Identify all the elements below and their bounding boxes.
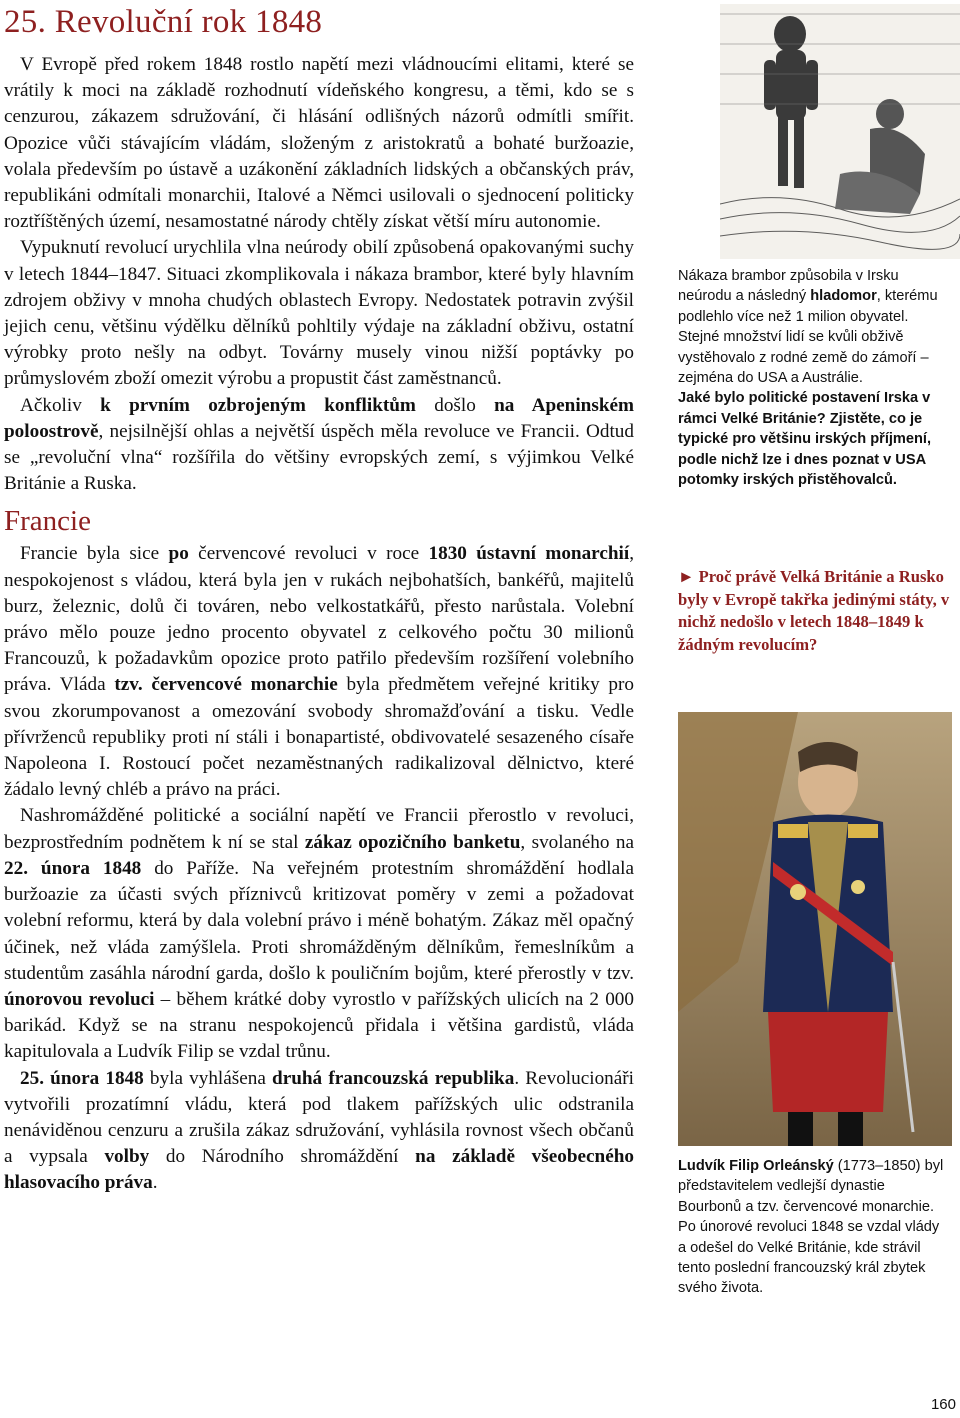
france-paragraph-1	[4, 541, 634, 803]
bold-run: na základě všeobecného hlasovacího práva	[4, 1146, 634, 1194]
text-run: (1773–1850) byl představitelem vedlejší dynastie Bourbonů a tzv. červencové monarchie.	[678, 1158, 944, 1215]
bold-run: Ludvík Filip Orleánský	[678, 1158, 834, 1174]
louis-philippe-portrait	[678, 712, 952, 1146]
bold-run: na Apeninském poloostrově	[4, 394, 634, 442]
intro-paragraph-1: V Evropě před rokem 1848 rostlo napětí mezi vládnoucími elitami, které se vrátily k moci na základě rozhodnutí vídeňského kongresu, a těmi, kdo se s cenzurou, zákazem sdružování, či hlásání odlišných názorů odmítli smířit. Opozice vůči stávajícím vládám, složeným z aristokratů a bohaté buržoazie, volala především po ústavě a uzákonění základních lidských a občanských práv, republikáni odmítali monarchii, Italové a Němci usilovali o sjednocení politicky roztříštěných území, nesamostatné národy chtěly získat větší míru autonomie.	[4, 54, 634, 233]
famine-illustration	[720, 4, 960, 259]
bold-run: zákaz opozičního banketu	[304, 831, 521, 853]
bold-run: volby	[104, 1146, 150, 1168]
portrait-caption-text	[678, 1156, 948, 1217]
bold-run: 25. února 1848	[20, 1067, 144, 1089]
bold-run: tzv. červencové monarchie	[114, 674, 338, 696]
text-run: do Paříže. Na veřejném protestním shromáždění hodlala buržoazie za účasti svých příznivců kritizovat poměry v zemi a požadovat volební reformu, která by dala volební právo i méně bohatým. Zákaz měl opačný účinek, než vláda zamýšlela. Proti shromážděným dělníkům, řemeslníkům a studentům zasáhla národní garda, došlo k pouličním bojům, které přerostly v tzv.	[4, 857, 635, 984]
bold-run: k prvním ozbrojeným konfliktům	[100, 394, 416, 416]
sidebar-note-famine	[678, 266, 948, 490]
text-run: Nashromážděné politické a sociální napětí ve Francii přerostlo v revoluci, bezprostředním podnětem k ní se stal	[4, 805, 634, 853]
intro-paragraph-2: Vypuknutí revolucí urychlila vlna neúrody obilí způsobená opakovanými suchy v letech 1844–1847. Situaci zkomplikovala i nákaza brambor, které byly hlavním zdrojem obživy v mnoha chudých oblastech Evropy. Nedostatek potravin zvýšil jejich cenu, většinu výdělku dělníků pohltily výdaje na základní obživu, ostatní výrobky proto nešly na odbyt. Továrny musely vinou nižší poptávky po průmyslovém zboží omezit výrobu a propustit část zaměstnanců.	[4, 237, 634, 390]
text-run: byla předmětem veřejné kritiky pro svou zkorumpovanost a omezování svobody shromažďování a tisku. Vedle přívrženců republiky proti ní stáli i bonapartisté, obdivovatelé sesazeného císaře Napoleona I. Rostoucí počet nezaměstnaných radikalizoval dělnictvo, které žádalo levný chléb a právo na práci.	[4, 674, 634, 801]
text-run: Francie byla sice	[20, 543, 169, 565]
bold-run: po	[168, 543, 189, 565]
text-run: Ačkoliv	[20, 394, 101, 416]
bold-run: 22. února 1848	[4, 857, 142, 879]
france-paragraph-2	[4, 803, 634, 1065]
bold-run: únorovou revoluci	[4, 988, 155, 1010]
sidebar-question-britain-russia: ► Proč právě Velká Británie a Rusko byly v Evropě takřka jedinými státy, v nichž nedošlo v letech 1848–1849 k žádným revolucím?	[678, 567, 950, 654]
bold-run: 1830 ústavní monarchií	[428, 543, 630, 565]
sidebar-caption-louis-philippe	[678, 1156, 948, 1299]
portrait-caption-text-2: Po únorové revoluci 1848 se vzdal vlády a odešel do Velké Británie, kde strávil tento poslední francouzský král zbytek svého života.	[678, 1219, 940, 1297]
bold-run: hladomor	[810, 288, 877, 305]
intro-paragraph-3	[4, 393, 634, 498]
ireland-question: Jaké bylo politické postavení Irska v rámci Velké Británie? Zjistěte, co je typické pro většinu irských příjmení, podle nichž lze i dnes poznat v USA potomky irských přistěhovalců.	[678, 390, 932, 489]
main-column	[4, 0, 634, 1197]
text-run: červencové revoluci v roce	[188, 543, 429, 565]
text-run: – během krátké doby vyrostlo v pařížských ulicích na 2 000 barikád. Když se na stranu nespokojenců přidala i většina gardistů, vláda kapitulovala a Ludvík Filip se vzdal trůnu.	[4, 988, 634, 1063]
text-run: , svolaného na	[520, 831, 634, 853]
text-run: byla vyhlášena	[143, 1067, 273, 1089]
text-run: . Revolucionáři vytvořili prozatímní vládu, která pod tlakem pařížských ulic odstranila nenáviděnou cenzuru a zrušila zákaz sdružování, vyhlásila rovnost všech občanů a vypsala	[4, 1067, 634, 1168]
text-run: Nákaza brambor způsobila v Irsku neúrodu a následný	[678, 268, 899, 305]
section-heading-france: Francie	[4, 505, 91, 538]
france-paragraph-3	[4, 1066, 634, 1197]
bold-run: druhá francouzská republika	[272, 1067, 515, 1089]
famine-note-text	[678, 266, 948, 388]
text-run: .	[152, 1172, 158, 1194]
text-run: , nespokojenost s vládou, která byla jen v rukách nejbohatších, bankéřů, majitelů burz, železnic, dolů či továren, nebo velkostatkářů, přesto narůstala. Volební právo mělo pouze jedno procento obyvatel z celkového počtu 30 milionů Francouzů, k požadavkům opozice proto patřilo především rozšíření volebního práva. Vláda	[4, 543, 634, 696]
text-run: došlo	[415, 394, 495, 416]
text-run: , nejsilnější ohlas a největší úspěch měla revoluce ve Francii. Odtud se „revoluční vlna“ rozšířila do většiny evropských zemí, s výjimkou Velké Británie a Ruska.	[4, 420, 634, 495]
text-run: , kterému podlehlo více než 1 milion obyvatel. Stejné množství lidí se kvůli obživě vystěhovalo z rodné země do zámoří – zejména do USA a Austrálie.	[678, 288, 938, 387]
page-title: 25. Revoluční rok 1848	[4, 4, 323, 40]
text-run: do Národního shromáždění	[149, 1146, 416, 1168]
page-number: 160	[930, 1396, 956, 1413]
